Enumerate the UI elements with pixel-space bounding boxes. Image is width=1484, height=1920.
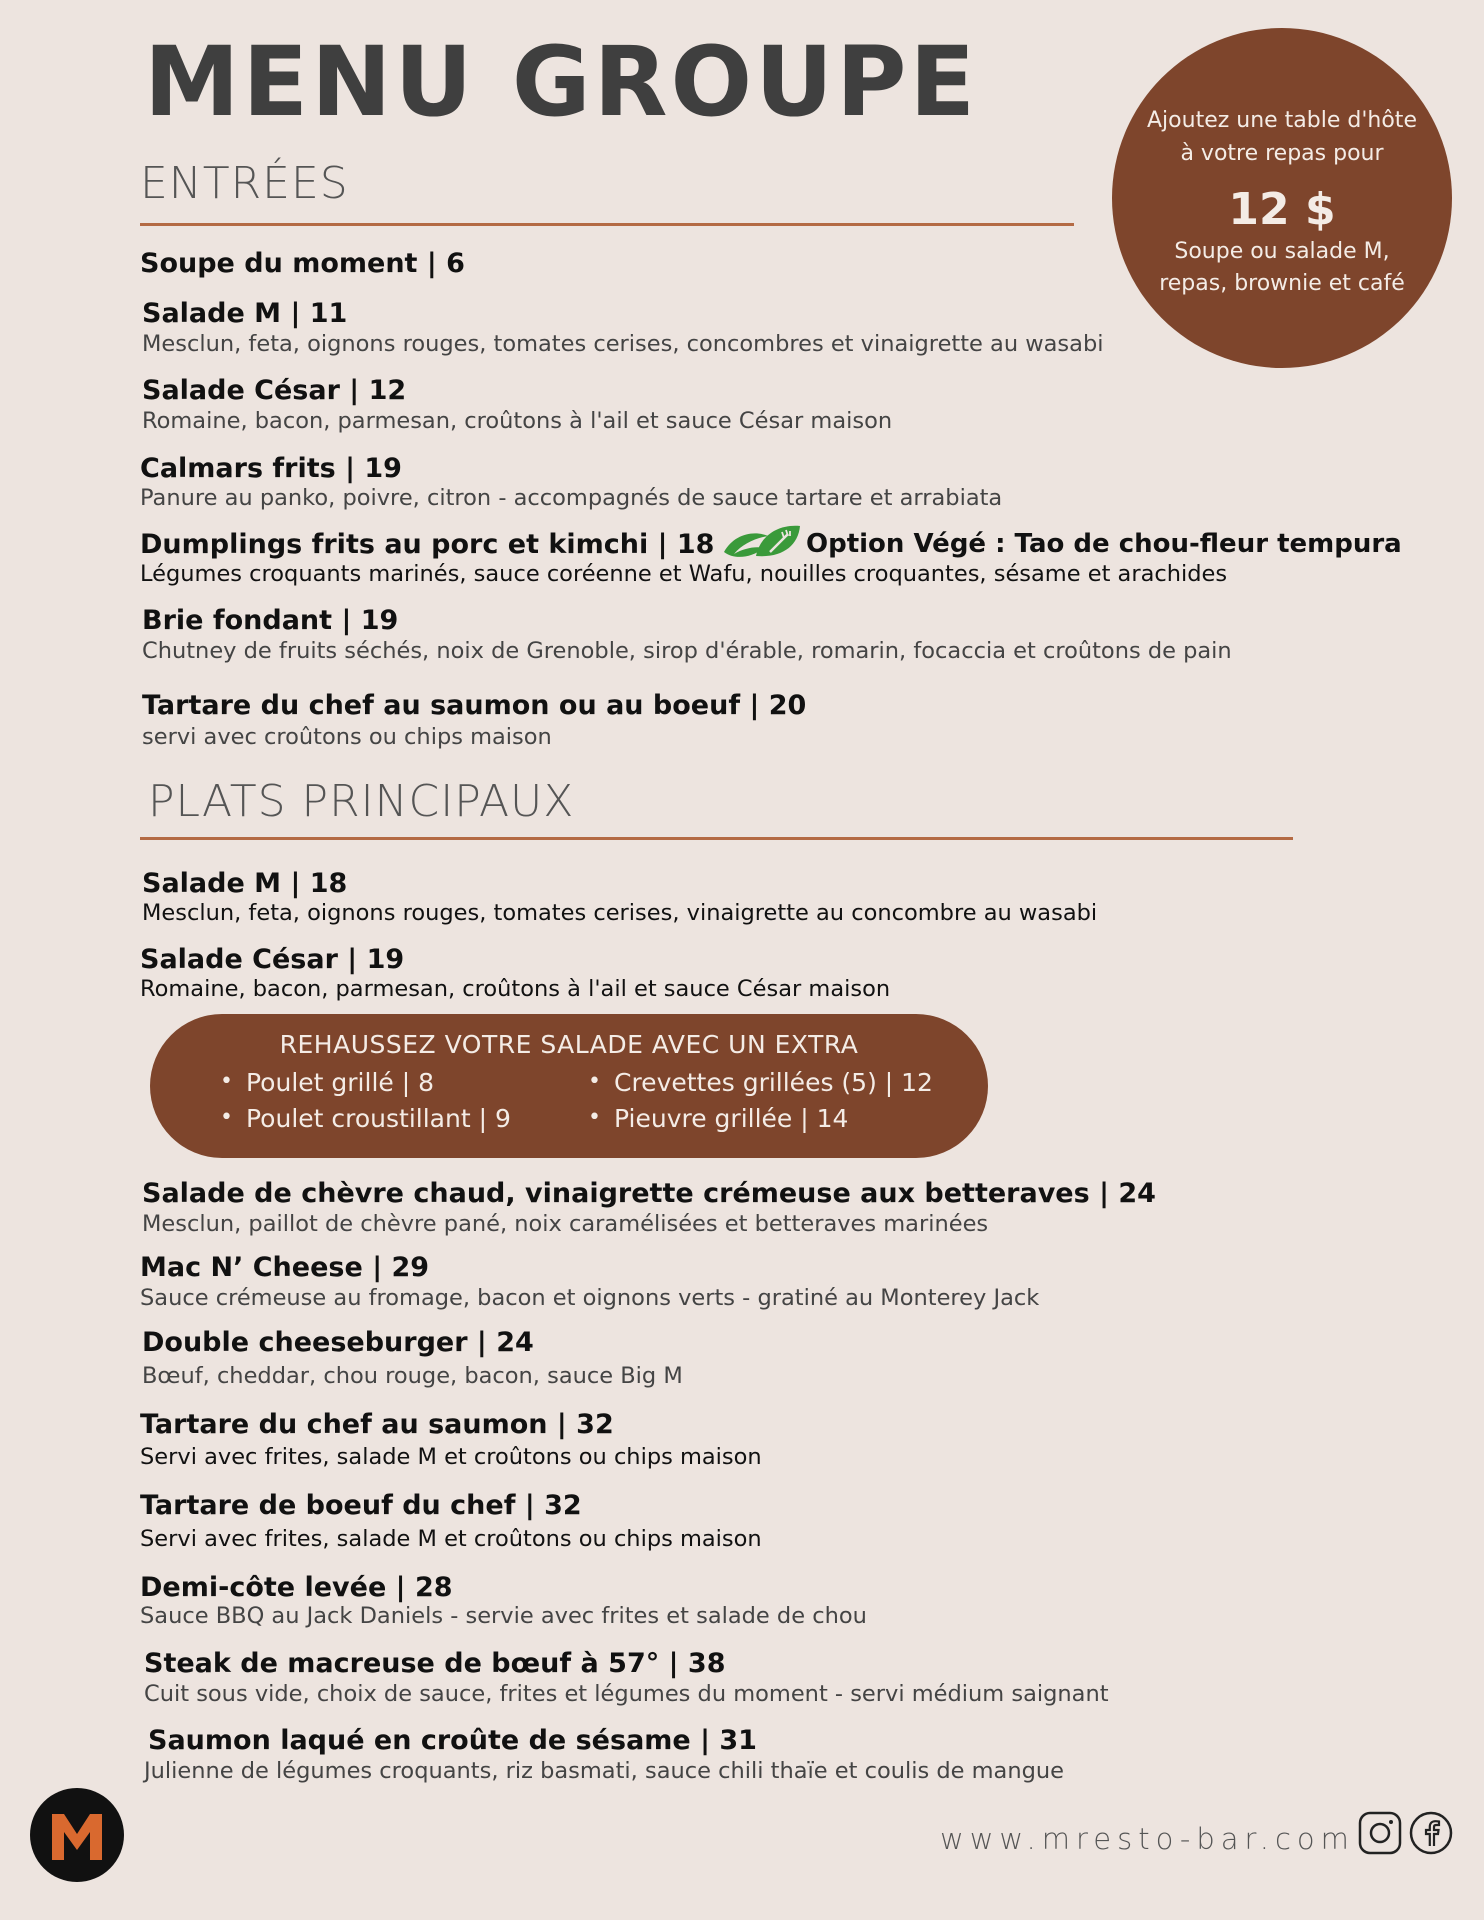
menu-item-description: Cuit sous vide, choix de sauce, frites et légumes du moment - servi médium saignant [144, 1681, 1109, 1707]
menu-item-name: Demi-côte levée | 28 [140, 1572, 453, 1603]
promo-line-1: Ajoutez une table d'hôte [1147, 108, 1417, 133]
menu-item-description: Servi avec frites, salade M et croûtons ou chips maison [140, 1444, 762, 1470]
menu-item-description: Sauce crémeuse au fromage, bacon et oignons verts - gratiné au Monterey Jack [140, 1285, 1040, 1311]
menu-item-description: Romaine, bacon, parmesan, croûtons à l'ail et sauce César maison [140, 976, 891, 1002]
menu-item-name: Salade César | 12 [142, 375, 407, 406]
website-link[interactable]: www.mresto-bar.com [940, 1822, 1355, 1856]
extras-heading: REHAUSSEZ VOTRE SALADE AVEC UN EXTRA [279, 1030, 859, 1059]
menu-item-name: Steak de macreuse de bœuf à 57° | 38 [144, 1648, 726, 1679]
menu-item-name: Saumon laqué en croûte de sésame | 31 [148, 1725, 757, 1756]
menu-item-description: servi avec croûtons ou chips maison [142, 724, 552, 750]
menu-item-name: Salade M | 11 [142, 298, 348, 329]
restaurant-logo [30, 1788, 124, 1882]
section-divider [140, 223, 1074, 226]
menu-item-description: Sauce BBQ au Jack Daniels - servie avec frites et salade de chou [140, 1603, 867, 1629]
table-dhote-promo-badge [1112, 28, 1452, 368]
promo-line-2: à votre repas pour [1180, 141, 1384, 166]
promo-price: 12 $ [1228, 184, 1336, 235]
section-heading-plats-principaux: PLATS PRINCIPAUX [148, 776, 575, 827]
menu-item-name: Brie fondant | 19 [142, 605, 399, 636]
menu-item-description: Bœuf, cheddar, chou rouge, bacon, sauce Big M [142, 1363, 683, 1389]
extra-item: • Poulet grillé | 8 [246, 1068, 434, 1097]
menu-item-description: Légumes croquants marinés, sauce coréenne et Wafu, nouilles croquantes, sésame et arachides [140, 561, 1228, 587]
m-logo-icon [30, 1788, 124, 1882]
menu-item-name: Dumplings frits au porc et kimchi | 18 [140, 529, 715, 560]
menu-item-name: Tartare du chef au saumon ou au boeuf | 20 [142, 690, 807, 721]
leaf-fork-icon [720, 522, 802, 566]
menu-item-description: Mesclun, paillot de chèvre pané, noix caramélisées et betteraves marinées [142, 1211, 989, 1237]
menu-item-name: Soupe du moment | 6 [140, 248, 465, 279]
menu-item-description: Servi avec frites, salade M et croûtons ou chips maison [140, 1526, 762, 1552]
menu-item-name: Tartare de boeuf du chef | 32 [140, 1490, 582, 1521]
menu-item-description: Julienne de légumes croquants, riz basmati, sauce chili thaïe et coulis de mangue [144, 1758, 1064, 1784]
menu-item-description: Mesclun, feta, oignons rouges, tomates cerises, concombres et vinaigrette au wasabi [142, 331, 1104, 357]
menu-item-name: Tartare du chef au saumon | 32 [140, 1409, 614, 1440]
menu-item-description: Chutney de fruits séchés, noix de Grenoble, sirop d'érable, romarin, focaccia et croûtons de pain [142, 638, 1232, 664]
menu-item-name: Salade de chèvre chaud, vinaigrette crémeuse aux betteraves | 24 [142, 1178, 1156, 1209]
facebook-icon[interactable] [1408, 1810, 1454, 1856]
promo-line-3: Soupe ou salade M, [1174, 239, 1390, 264]
vege-option-text: Option Végé : Tao de chou-fleur tempura [806, 529, 1402, 559]
menu-item-description: Romaine, bacon, parmesan, croûtons à l'ail et sauce César maison [142, 408, 893, 434]
menu-item-description: Mesclun, feta, oignons rouges, tomates cerises, vinaigrette au concombre au wasabi [142, 900, 1098, 926]
extra-item: • Poulet croustillant | 9 [246, 1104, 511, 1133]
menu-item-name: Calmars frits | 19 [140, 453, 402, 484]
menu-item-name: Double cheeseburger | 24 [142, 1327, 534, 1358]
extra-item: • Crevettes grillées (5) | 12 [614, 1068, 933, 1097]
vege-option [720, 522, 1402, 566]
menu-item-name: Mac N’ Cheese | 29 [140, 1252, 430, 1283]
menu-title: MENU GROUPE [144, 26, 979, 138]
promo-line-4: repas, brownie et café [1159, 271, 1405, 296]
instagram-icon[interactable] [1357, 1810, 1403, 1856]
salad-extras-box [150, 1014, 988, 1158]
section-heading-entrees: ENTRÉES [140, 158, 349, 209]
extra-item: • Pieuvre grillée | 14 [614, 1104, 848, 1133]
menu-item-name: Salade César | 19 [140, 944, 405, 975]
section-divider [140, 837, 1293, 840]
menu-item-name: Salade M | 18 [142, 868, 348, 899]
menu-item-description: Panure au panko, poivre, citron - accompagnés de sauce tartare et arrabiata [140, 485, 1003, 511]
